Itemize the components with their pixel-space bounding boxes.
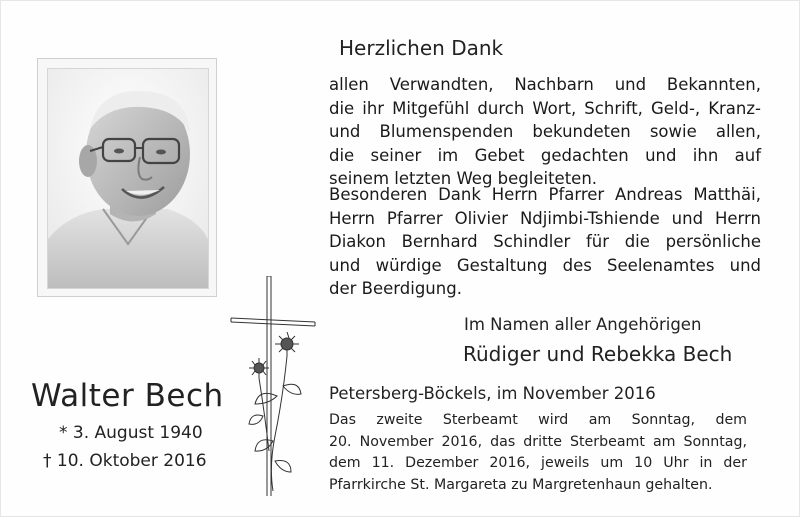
signers-names: Rüdiger und Rebekka Bech xyxy=(463,342,733,366)
death-date: † 10. Oktober 2016 xyxy=(43,451,207,471)
service-line: Pfarrkirche St. Margareta zu Margretenhaun gehalten. xyxy=(329,476,713,493)
special-thanks-line: der Beerdigung. xyxy=(329,279,462,298)
thanks-paragraph xyxy=(329,73,761,191)
notice-heading: Herzlichen Dank xyxy=(339,36,504,60)
special-thanks-line: Besonderen Dank Herrn Pfarrer Andreas Matthäi, xyxy=(329,185,761,204)
signoff-text: Im Namen aller Angehörigen xyxy=(464,315,702,334)
special-thanks-paragraph xyxy=(329,183,761,301)
deceased-name: Walter Bech xyxy=(31,378,224,414)
special-thanks-line: und würdige Gestaltung des Seelenamtes und xyxy=(329,255,761,275)
portrait-photo-icon xyxy=(47,68,209,289)
thanks-line: die seiner im Gebet gedachten und ihn auf xyxy=(329,145,761,165)
special-thanks-line: Herrn Pfarrer Olivier Ndjimbi-Tshiende und Herrn xyxy=(329,208,761,228)
service-line: 20. November 2016, das dritte Sterbeamt am Sonntag, xyxy=(329,433,747,450)
thanks-line: seinem letzten Weg begleiteten. xyxy=(329,169,598,188)
portrait-frame xyxy=(37,58,217,297)
portrait-illustration xyxy=(48,69,208,288)
thanks-line: die ihr Mitgefühl durch Wort, Schrift, Geld-, Kranz- xyxy=(329,98,761,118)
thanks-line: und Blumenspenden bekundeten sowie allen, xyxy=(329,122,761,141)
place-date: Petersberg-Böckels, im November 2016 xyxy=(329,384,656,403)
birth-date: * 3. August 1940 xyxy=(59,423,203,443)
special-thanks-line: Diakon Bernhard Schindler für die persönliche xyxy=(329,232,761,251)
thanks-line: allen Verwandten, Nachbarn und Bekannten, xyxy=(329,75,761,94)
service-line: dem 11. Dezember 2016, jeweils um 10 Uhr in der xyxy=(329,455,747,471)
cross-with-sunflowers-icon xyxy=(229,276,317,498)
service-notice xyxy=(329,410,747,496)
service-line: Das zweite Sterbeamt wird am Sonntag, dem xyxy=(329,412,747,428)
